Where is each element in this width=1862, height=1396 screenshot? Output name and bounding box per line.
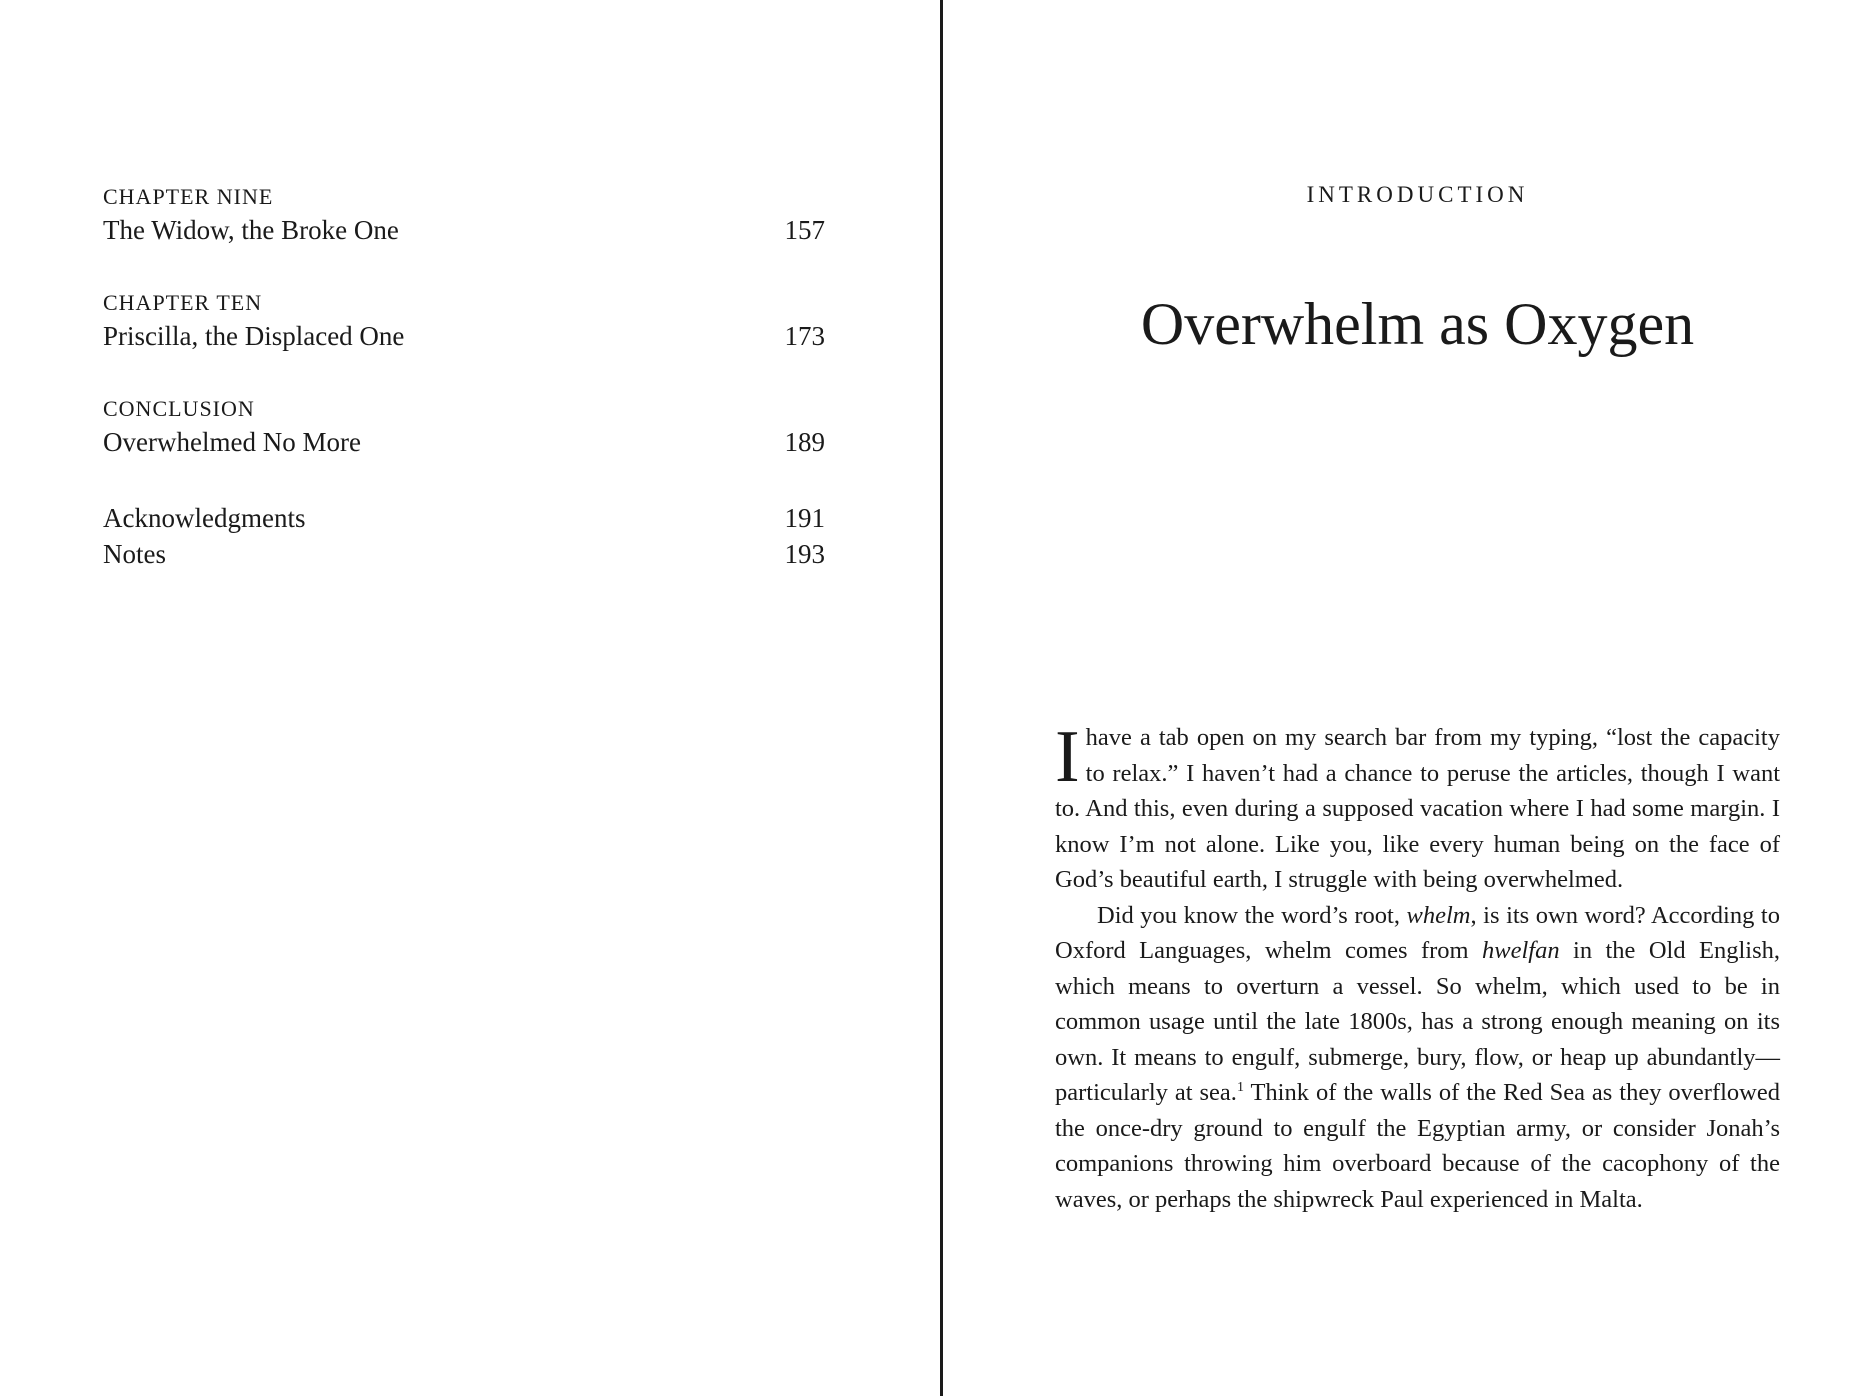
page-divider	[940, 0, 943, 1396]
toc-back-matter-title: Acknowledgments	[103, 503, 306, 533]
paragraph-text: , is its own word? According to Oxford Languages, whelm comes from	[1055, 901, 1780, 964]
toc-chapter-title: The Widow, the Broke One	[103, 215, 399, 245]
paragraph-text: Did you know the word’s root,	[1097, 901, 1400, 929]
toc-line	[103, 500, 825, 536]
footnote-marker[interactable]: 1	[1236, 1079, 1244, 1095]
toc-page-number: 189	[784, 427, 825, 457]
toc-page-number: 193	[784, 539, 825, 569]
toc-line	[103, 318, 825, 354]
toc-page-number: 157	[784, 215, 825, 245]
toc-entry-notes[interactable]	[103, 536, 825, 572]
toc-chapter-title: Priscilla, the Displaced One	[103, 321, 405, 351]
italic-term: hwelfan	[1482, 937, 1560, 964]
toc-page-number: 191	[784, 503, 825, 533]
paragraph-text: in the Old English, which means to overturn a vessel. So whelm, which used to be in common usage until the late 1800s, has a strong enough meaning on its own. It means to engulf, submerge, bury, flow, or heap up abundantly—particularly at sea.	[1055, 937, 1780, 1106]
paragraph-text: Think of the walls of the Red Sea as they overflowed the once-dry ground to engulf the Egyptian army, or consider Jonah’s companions throwing him overboard because of the cacophony of the waves, or perhaps the shipwreck Paul experienced in Malta.	[1055, 1079, 1780, 1213]
paragraph-2	[1055, 898, 1780, 1218]
toc-chapter-title: Overwhelmed No More	[103, 427, 361, 457]
paragraph-1	[1055, 716, 1780, 898]
paragraph-text: have a tab open on my search bar from my typing, “lost the capacity to relax.” I haven’t had a chance to peruse the articles, though I want to. And this, even during a supposed vacation where I had some margin. I know I’m not alone. Like you, like every human being on the face of God’s beautiful earth, I struggle with being overwhelmed.	[1055, 724, 1780, 893]
toc-line	[103, 536, 825, 572]
toc-chapter-label: CHAPTER NINE	[103, 184, 274, 209]
chapter-title: Overwhelm as Oxygen	[1140, 291, 1695, 357]
toc-entry-chapter-ten[interactable]	[103, 288, 825, 354]
toc-back-matter-title: Notes	[103, 539, 166, 569]
introduction-page	[1055, 0, 1780, 1396]
toc-line	[103, 212, 825, 248]
toc-chapter-label: CONCLUSION	[103, 396, 255, 421]
italic-term: whelm	[1406, 901, 1471, 929]
body-text	[1055, 716, 1780, 1217]
toc-entry-acknowledgments[interactable]	[103, 500, 825, 536]
toc-entry-conclusion[interactable]	[103, 394, 825, 460]
toc-entry-chapter-nine[interactable]	[103, 182, 825, 248]
toc-chapter-label: CHAPTER TEN	[103, 290, 263, 315]
toc-page-number: 173	[784, 321, 825, 351]
section-label: INTRODUCTION	[1306, 182, 1529, 207]
toc-line	[103, 424, 825, 460]
table-of-contents	[103, 182, 825, 572]
drop-cap: I	[1055, 716, 1080, 798]
